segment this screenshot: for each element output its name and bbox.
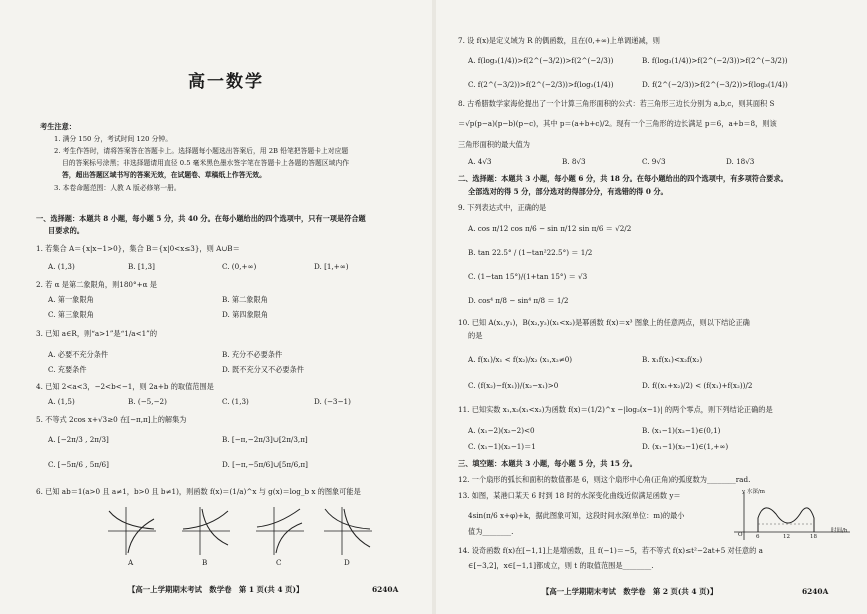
option-a: A. (1,3) [48, 262, 75, 271]
note-line: 答，超出答题区域书写的答案无效，在试题卷、草稿纸上作答无效。 [62, 171, 266, 179]
option-c: C. 第三象限角 [48, 310, 94, 319]
graph-label: A [128, 558, 134, 567]
option-a: A. (1,5) [48, 397, 75, 406]
question-6-stem: 6. 已知 ab＝1(a>0 且 a≠1，b>0 且 b≠1)，则函数 f(x)＝(1/a)^x 与 g(x)＝log_b x 的图象可能是 [36, 487, 361, 496]
option-c: C. (f(x₂)−f(x₁))/(x₂−x₁)>0 [468, 381, 559, 390]
option-b: B. tan 22.5° / (1−tan²22.5°) ＝ 1/2 [468, 248, 593, 257]
question-7-stem: 7. 设 f(x)是定义域为 R 的偶函数，且在(0,+∞)上单调递减，则 [458, 36, 660, 45]
option-c: C. (1−tan 15°)/(1+tan 15°) ＝ √3 [468, 272, 588, 281]
graph-tick: 12 [783, 534, 790, 540]
section-heading: 一、选择题：本题共 8 小题，每小题 5 分，共 40 分。在每小题给出的四个选项中，只有一项是符合题 [36, 214, 366, 223]
option-c: C. (0,+∞) [222, 262, 257, 271]
option-d: D. (−3−1) [314, 397, 351, 406]
question-4-stem: 4. 已知 2<a<3，−2<b<−1，则 2a+b 的取值范围是 [36, 382, 214, 391]
graph-b [180, 505, 232, 557]
question-8-line: 三角形面积的最大值为 [458, 140, 530, 149]
option-a: A. cos π/12 cos π/6 − sin π/12 sin π/6 ＝ √2/2 [468, 224, 632, 233]
question-8-line: 8. 古希腊数学家海伦提出了一个计算三角形面积的公式：若三角形三边长分别为 a,b,c，则其面积 S [458, 99, 775, 108]
option-a: A. f(x₁)/x₁ < f(x₂)/x₂ (x₁,x₂≠0) [468, 355, 573, 364]
option-a: A. f(log₃(1/4))>f(2^(−3/2))>f(2^(−2/3)) [468, 56, 614, 65]
question-12: 12. 一个扇形的弧长和面积的数值都是 6，则这个扇形中心角(正角)的弧度数为________rad. [458, 475, 751, 484]
question-13-line: 4sin(π/6 x+φ)+k，据此图象可知，这段时间水深(单位：m)的最小 [468, 511, 685, 520]
option-b: B. [−π,−2π/3]∪[2π/3,π] [222, 435, 308, 444]
note-line: 目的答案标号涂黑；非选择题请用直径 0.5 毫米黑色墨水签字笔在答题卡上各题的答题区域内作 [62, 159, 350, 167]
option-a: A. [−2π/3 , 2π/3] [48, 435, 109, 444]
question-14-line: ∈[−3,2]，x∈[−1,1]都成立，则 t 的取值范围是________. [468, 561, 654, 570]
section-heading: 二、选择题：本题共 3 小题，每小题 6 分，共 18 分。在每小题给出的四个选项中，有多项符合要求。 [458, 174, 788, 183]
option-b: B. 充分不必要条件 [222, 350, 283, 359]
exam-page-1 [0, 0, 432, 614]
option-a: A. 4√3 [468, 157, 492, 166]
graph-tick: 18 [810, 534, 817, 540]
option-b: B. (−5,−2) [128, 397, 167, 406]
graph-label: B [202, 558, 208, 567]
question-8-line: ＝√p(p−a)(p−b)(p−c)，其中 p＝(a+b+c)/2。现有一个三角形的边长满足 p＝6，a+b＝8，则该 [458, 119, 777, 128]
question-13-line: 13. 如图，某港口某天 6 时到 18 时的水深变化曲线近似满足函数 y＝ [458, 491, 681, 500]
section-heading: 目要求的。 [48, 226, 84, 235]
option-b: B. f(log₃(1/4))>f(2^(−2/3))>f(2^(−3/2)) [642, 56, 788, 65]
page-footer: 【高一上学期期末考试 数学卷 第 1 页(共 4 页)】 [128, 585, 304, 594]
option-d: D. 18√3 [726, 157, 755, 166]
question-5-stem: 5. 不等式 2cos x+√3≥0 在[−π,π]上的解集为 [36, 415, 187, 424]
graph-x-label: 时间/h [831, 528, 848, 534]
option-d: D. 既不充分又不必要条件 [222, 365, 304, 374]
option-b: B. 8√3 [562, 157, 586, 166]
section-heading: 全部选对的得 5 分，部分选对的得部分分，有选错的得 0 分。 [468, 187, 668, 196]
graph-tick: 6 [756, 534, 760, 540]
page-footer: 【高一上学期期末考试 数学卷 第 2 页(共 4 页)】 [542, 587, 718, 596]
option-d: D. [1,+∞) [314, 262, 349, 271]
option-a: A. (x₁−2)(x₂−2)<0 [468, 426, 535, 435]
option-b: B. x₁f(x₁)<x₂f(x₂) [642, 355, 703, 364]
question-13-line: 值为________. [468, 527, 514, 536]
note-line: 2. 考生作答时，请将答案答在答题卡上。选择题每小题选出答案后，用 2B 铅笔把答题卡上对应题 [54, 147, 349, 155]
option-b: B. (x₁−1)(x₂−1)∈(0,1) [642, 426, 721, 435]
option-b: B. [1,3] [128, 262, 155, 271]
note-line: 1. 满分 150 分，考试时间 120 分钟。 [54, 135, 172, 143]
graph-a [106, 505, 158, 557]
question-3-stem: 3. 已知 a∈R，则“a>1”是“1/a<1”的 [36, 329, 158, 338]
question-14-line: 14. 设奇函数 f(x)在[−1,1]上是增函数，且 f(−1)＝−5，若不等式 f(x)≤t²−2at+5 对任意的 a [458, 546, 763, 555]
page-title: 高一数学 [188, 72, 264, 92]
question-10-stem: 的是 [468, 331, 483, 340]
question-2-stem: 2. 若 α 是第二象限角，则180°+α 是 [36, 280, 157, 289]
exam-page-2 [436, 0, 867, 614]
option-c: C. (1,3) [222, 397, 249, 406]
option-a: A. 必要不充分条件 [48, 350, 109, 359]
graph-label: D [344, 558, 350, 567]
option-d: D. (x₁−1)(x₂−1)∈(1,+∞) [642, 442, 729, 451]
option-c: C. f(2^(−3/2))>f(2^(−2/3))>f(log₃(1/4)) [468, 80, 614, 89]
option-d: D. 第四象限角 [222, 310, 269, 319]
option-a: A. 第一象限角 [48, 295, 94, 304]
question-9-stem: 9. 下列表达式中，正确的是 [458, 203, 547, 212]
graph-y-label: y 水深/m [742, 489, 765, 495]
graph-d [322, 505, 374, 557]
option-d: D. f(2^(−2/3))>f(2^(−3/2))>f(log₃(1/4)) [642, 80, 788, 89]
question-1-stem: 1. 若集合 A＝{x|x−1>0}，集合 B＝{x|0<x≤3}，则 A∪B＝ [36, 244, 240, 253]
graph-c [254, 505, 306, 557]
option-c: C. (x₁−1)(x₂−1)＝1 [468, 442, 536, 451]
page-code: 6240A [372, 585, 399, 594]
question-10-stem: 10. 已知 A(x₁,y₁)，B(x₂,y₂)(x₁<x₂)是幂函数 f(x)＝x³ 图象上的任意两点，则以下结论正确 [458, 318, 750, 327]
option-d: D. f((x₁+x₂)/2) < (f(x₁)+f(x₂))/2 [642, 381, 753, 390]
option-c: C. 充要条件 [48, 365, 87, 374]
section-heading: 三、填空题：本题共 3 小题，每小题 5 分，共 15 分。 [458, 459, 637, 468]
question-11-stem: 11. 已知实数 x₁,x₂(x₁<x₂)为函数 f(x)＝(1/2)^x −|log₂(x−1)| 的两个零点，则下列结论正确的是 [458, 405, 773, 414]
option-d: D. [−π,−5π/6]∪[5π/6,π] [222, 460, 308, 469]
graph-label: C [276, 558, 282, 567]
page-code: 6240A [802, 587, 829, 596]
option-d: D. cos⁴ π/8 − sin⁴ π/8 ＝ 1/2 [468, 296, 569, 305]
notes-heading: 考生注意： [40, 122, 76, 131]
option-c: C. 9√3 [642, 157, 666, 166]
graph-origin: O [738, 532, 743, 538]
option-c: C. [−5π/6 , 5π/6] [48, 460, 109, 469]
option-b: B. 第二象限角 [222, 295, 268, 304]
note-line: 3. 本卷命题范围：人教 A 版必修第一册。 [54, 184, 181, 192]
